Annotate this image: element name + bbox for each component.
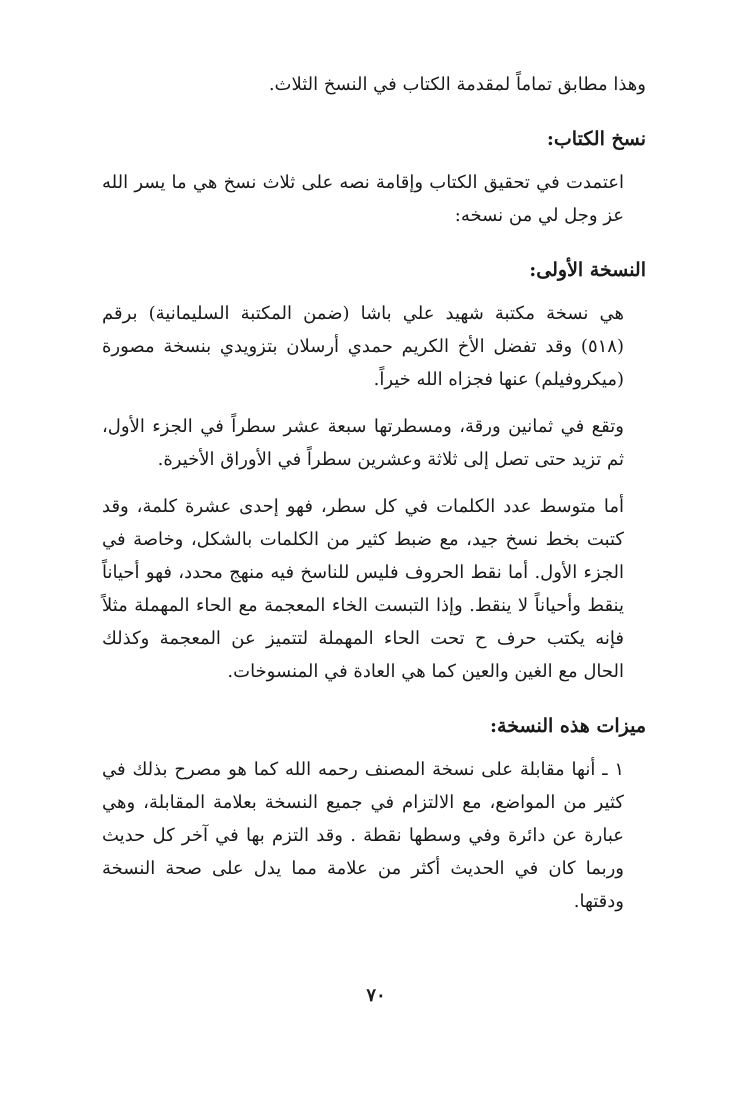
paragraph-book-copies: اعتمدت في تحقيق الكتاب وإقامة نصه على ثلاث نسخ هي ما يسر الله عز وجل لي من نسخه: (102, 172, 624, 226)
paragraph-first-copy-2: وتقع في ثمانين ورقة، ومسطرتها سبعة عشر سطراً في الجزء الأول، ثم تزيد حتى تصل إلى ثلاثة وعشرين سطراً في الأوراق الأخيرة. (102, 416, 624, 470)
heading-first-copy: النسخة الأولى: (529, 259, 646, 281)
paragraph-first-copy-1: هي نسخة مكتبة شهيد علي باشا (ضمن المكتبة السليمانية) برقم (٥١٨) وقد تفضل الأخ الكريم حمدي أرسلان بتزويدي بنسخة مصورة (ميكروفيلم) عنها فجزاه الله خيراً. (102, 303, 624, 390)
page-number: ٧٠ (366, 985, 386, 1006)
heading-copy-features: ميزات هذه النسخة: (490, 715, 646, 737)
heading-book-copies: نسخ الكتاب: (546, 128, 646, 150)
paragraph-first-copy-3: أما متوسط عدد الكلمات في كل سطر، فهو إحدى عشرة كلمة، وقد كتبت بخط نسخ جيد، مع ضبط كثير من الكلمات بالشكل، وخاصة في الجزء الأول. أما نقط الحروف فليس للناسخ فيه منهج محدد، فهو أحياناً ينقط وأحياناً لا ينقط. وإذا التبست الخاء المعجمة مع الحاء المهملة مثلاً فإنه يكتب حرف ح تحت الحاء المهملة لتتميز عن المعجمة وكذلك الحال مع الغين والعين كما هي العادة في المنسوخات. (102, 496, 624, 682)
document-page (102, 68, 646, 918)
intro-line: وهذا مطابق تماماً لمقدمة الكتاب في النسخ الثلاث. (268, 74, 646, 95)
feature-item-1: ١ ـ أنها مقابلة على نسخة المصنف رحمه الله كما هو مصرح بذلك في كثير من المواضع، مع الالتزام في جميع النسخة بعلامة المقابلة، وهي عبارة عن دائرة وفي وسطها نقطة . وقد التزم بها في آخر كل حديث وربما كان في الحديث أكثر من علامة مما يدل على صحة النسخة ودقتها. (102, 759, 624, 912)
